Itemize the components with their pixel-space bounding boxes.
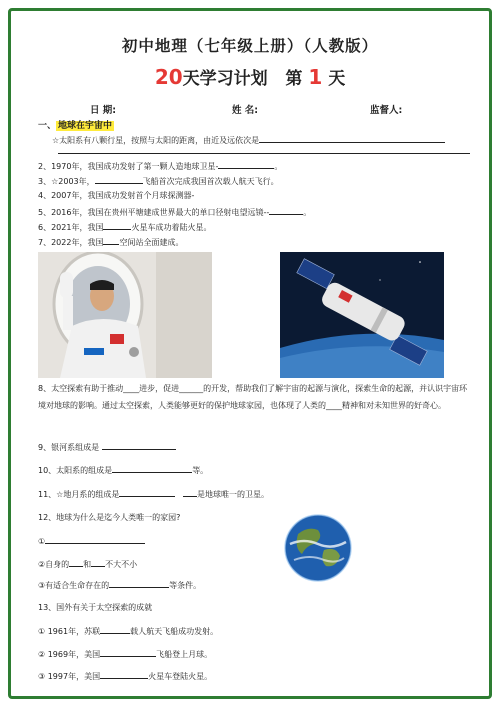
name-label: 姓 名: [232, 105, 259, 116]
answer-blank[interactable] [259, 134, 445, 143]
question-12-item-2: ②自身的 和 不大不小 [38, 560, 138, 569]
supervisor-label: 监督人: [370, 105, 403, 116]
answer-blank[interactable] [45, 535, 145, 544]
question-1-line2 [58, 145, 470, 157]
answer-blank[interactable] [269, 206, 303, 215]
question-1: ☆太阳系有八颗行星，按照与太阳的距离，由近及远依次是 [52, 134, 445, 146]
section-heading [38, 118, 114, 131]
question-12-item-1: ① [38, 535, 145, 547]
answer-blank[interactable] [109, 579, 169, 588]
question-12-item-3: ③有适合生命存在的 等条件。 [38, 581, 202, 590]
page-title: 初中地理（七年级上册）（人教版） [121, 37, 379, 55]
day-label: 第 [285, 69, 303, 89]
question-7: 7、2022年，我国 空间站全面建成。 [38, 238, 184, 247]
answer-blank[interactable] [183, 488, 197, 497]
answer-blank[interactable] [119, 488, 175, 497]
question-2: 2、1970年，我国成功发射了第一颗人造地球卫星- 。 [38, 162, 283, 171]
question-13-item-1: ① 1961年，苏联 载人航天飞船成功发射。 [38, 627, 219, 636]
question-4: 4、2007年，我国成功发射首个月球探测器- [38, 191, 195, 200]
earth-image [284, 514, 352, 582]
answer-blank[interactable] [69, 558, 83, 567]
answer-blank[interactable] [95, 175, 143, 184]
question-6: 6、2021年，我国 火星车成功着陆火星。 [38, 223, 212, 232]
question-13: 13、国外有关于太空探索的成就 [38, 603, 153, 612]
day-suffix: 天 [328, 69, 346, 89]
plan-days-number: 20 [154, 65, 183, 89]
answer-blank[interactable] [58, 145, 470, 154]
page-subtitle [0, 64, 500, 89]
date-label: 日 期: [90, 105, 117, 116]
answer-blank[interactable] [218, 160, 274, 169]
answer-blank[interactable] [100, 625, 130, 634]
day-number: 1 [308, 65, 323, 89]
question-13-item-3: ③ 1997年，美国 火星车登陆火星。 [38, 672, 213, 681]
answer-blank[interactable] [102, 441, 176, 450]
answer-blank[interactable] [100, 670, 148, 679]
section-number: 一、 [38, 121, 57, 131]
astronaut-photo [38, 252, 212, 378]
answer-blank[interactable] [112, 464, 192, 473]
plan-days-text: 天学习计划 [182, 69, 268, 89]
question-9: 9、银河系组成是 [38, 441, 176, 453]
question-12: 12、地球为什么是迄今人类唯一的家园? [38, 513, 181, 522]
question-8: 8、太空探索有助于推动____进步，促进______的开发，帮助我们了解宇宙的起源与演化，探索生命的起源，并认识宇宙环境对地球的影响。通过太空探索，人类能够更好的保护地球家园，也体现了人类的____精神和对未知世界的好奇心。 [38, 384, 468, 410]
question-3: 3、☆2003年， 飞船首次完成我国首次载人航天飞行。 [38, 177, 279, 186]
question-5: 5、2016年，我国在贵州平塘建成世界最大的单口径射电望远镜-- 。 [38, 208, 312, 217]
space-station-photo [280, 252, 444, 378]
answer-blank[interactable] [100, 648, 156, 657]
question-13-item-2: ② 1969年，美国 飞船登上月球。 [38, 650, 213, 659]
question-10: 10、太阳系的组成是 等。 [38, 466, 209, 475]
answer-blank[interactable] [91, 558, 105, 567]
answer-blank[interactable] [103, 236, 119, 245]
answer-blank[interactable] [103, 221, 131, 230]
question-11: 11、☆地月系的组成是 是地球唯一的卫星。 [38, 490, 269, 499]
section-title: 地球在宇宙中 [58, 121, 113, 131]
